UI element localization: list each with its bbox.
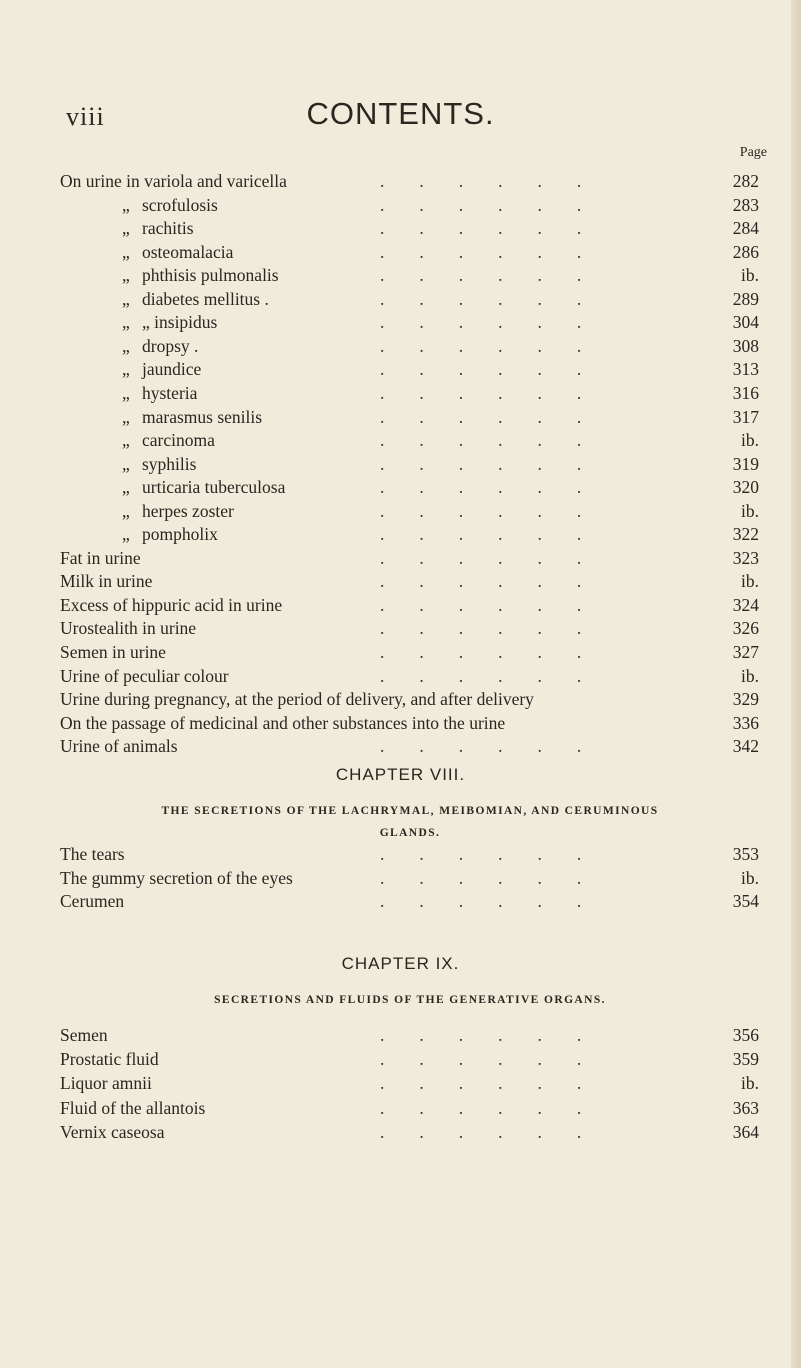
toc-entry-page: 356 <box>732 1025 759 1045</box>
toc-entry-label: jaundice <box>142 359 202 380</box>
toc-entry <box>0 687 801 711</box>
toc-entry-label: On urine in variola and varicella <box>60 171 287 191</box>
leader-dots: . . . . . . <box>380 1073 582 1094</box>
ditto-mark: „ <box>122 241 130 262</box>
leader-dots: . . . . . . <box>380 500 582 521</box>
page-number: viii <box>66 102 105 131</box>
leader-dots: . . . . . . <box>380 288 582 309</box>
toc-entry-page: ib. <box>741 1073 759 1094</box>
leader-dots: . . . . . . <box>380 453 582 474</box>
leader-dots: . . . . . . <box>380 891 582 912</box>
toc-entry-label: urticaria tuberculosa <box>142 477 286 498</box>
toc-entry-label: Urine of peculiar colour <box>60 665 229 686</box>
toc-entry-page: 319 <box>732 453 759 474</box>
ditto-mark: „ <box>122 312 130 333</box>
toc-entry-page: ib. <box>741 430 759 451</box>
toc-entry <box>0 357 801 381</box>
toc-entry-page: ib. <box>741 571 759 592</box>
toc-entry-label: diabetes mellitus . <box>142 288 269 309</box>
toc-entry-label: marasmus senilis <box>142 406 263 427</box>
leader-dots: . . . . . . <box>380 594 582 615</box>
toc-entry-page: 359 <box>732 1049 759 1070</box>
chapter-9-subtitle <box>60 989 760 1011</box>
toc-entry <box>0 889 801 913</box>
leader-dots: . . . . . . <box>380 477 582 498</box>
toc-entry <box>0 263 801 287</box>
ditto-mark: „ <box>122 477 130 498</box>
toc-entry-label: The tears <box>60 844 125 864</box>
ditto-mark: „ <box>122 194 130 215</box>
leader-dots: . . . . . . <box>380 312 582 333</box>
toc-entry <box>0 842 801 866</box>
toc-entry-label: hysteria <box>142 382 198 403</box>
leader-dots: . . . . . . <box>380 1097 582 1118</box>
leader-dots: . . . . . . <box>380 844 582 864</box>
ditto-mark: „ <box>122 500 130 521</box>
leader-dots: . . . . . . <box>380 359 582 380</box>
toc-entry <box>0 310 801 334</box>
page-title: CONTENTS. <box>306 96 495 131</box>
toc-entry-page: 286 <box>732 241 759 262</box>
leader-dots: . . . . . . <box>380 1121 582 1142</box>
toc-entry-page: ib. <box>741 500 759 521</box>
toc-entry <box>0 569 801 593</box>
toc-entry-label: Excess of hippuric acid in urine <box>60 594 283 615</box>
toc-entry-page: 323 <box>732 547 759 568</box>
toc-entry <box>0 1120 801 1144</box>
toc-entry-label: Urine during pregnancy, at the period of delivery, and after delivery <box>60 689 534 710</box>
toc-entry-label: Semen in urine <box>60 642 166 662</box>
toc-entry-page: ib. <box>741 867 759 888</box>
leader-dots: . . . . . . <box>380 524 582 545</box>
leader-dots: . . . . . . <box>380 171 582 191</box>
toc-entry <box>0 452 801 476</box>
leader-dots: . . . . . . <box>380 571 582 592</box>
ditto-mark: „ <box>122 524 130 545</box>
ditto-mark: „ <box>122 430 130 451</box>
leader-dots: . . . . . . <box>380 335 582 356</box>
chapter-8-subtitle <box>60 800 760 844</box>
toc-entry <box>0 334 801 358</box>
toc-entry-page: 289 <box>732 288 759 309</box>
toc-entry-label: „ insipidus <box>142 312 218 333</box>
leader-dots: . . . . . . <box>380 382 582 403</box>
chapter-9-subtitle-line1: SECRETIONS AND FLUIDS OF THE GENERATIVE ORGANS. <box>214 994 606 1006</box>
toc-entry-page: 336 <box>732 712 759 733</box>
toc-entry-page: ib. <box>741 665 759 686</box>
toc-entry <box>0 216 801 240</box>
leader-dots: . . . . . . <box>380 194 582 215</box>
toc-entry-label: Milk in urine <box>60 571 153 592</box>
chapter-8-subtitle-line2: GLANDS. <box>379 827 441 839</box>
toc-entry-page: 329 <box>732 689 759 710</box>
toc-entry-label: Semen <box>60 1025 108 1045</box>
leader-dots: . . . . . . <box>380 867 582 888</box>
toc-entry-page: 327 <box>732 642 759 662</box>
toc-entry <box>0 522 801 546</box>
toc-entry <box>0 616 801 640</box>
toc-entry-page: 364 <box>732 1121 759 1142</box>
toc-entry <box>0 475 801 499</box>
chapter-9-heading: CHAPTER IX. <box>341 954 460 973</box>
ditto-mark: „ <box>122 218 130 239</box>
toc-entry <box>0 1096 801 1120</box>
toc-entry <box>0 381 801 405</box>
toc-entry-page: 284 <box>732 218 759 239</box>
toc-entry-label: scrofulosis <box>142 194 218 215</box>
leader-dots: . . . . . . <box>380 218 582 239</box>
toc-entry <box>0 546 801 570</box>
toc-entry-page: 316 <box>732 382 759 403</box>
leader-dots: . . . . . . <box>380 642 582 662</box>
ditto-mark: „ <box>122 453 130 474</box>
toc-entry-label: carcinoma <box>142 430 215 451</box>
toc-entry-page: 326 <box>732 618 759 639</box>
leader-dots: . . . . . . <box>380 1025 582 1045</box>
toc-entry-page: 317 <box>732 406 759 427</box>
leader-dots: . . . . . . <box>380 736 582 757</box>
chapter-8-heading: CHAPTER VIII. <box>335 765 466 784</box>
page-header <box>0 96 801 136</box>
toc-entry-label: Vernix caseosa <box>60 1121 165 1142</box>
toc-entry <box>0 428 801 452</box>
toc-entry-page: 324 <box>732 594 759 615</box>
toc-entry <box>0 287 801 311</box>
toc-entry <box>0 711 801 735</box>
toc-entry <box>0 1023 801 1047</box>
ditto-mark: „ <box>122 335 130 356</box>
toc-entry <box>0 1047 801 1071</box>
toc-entry-page: 354 <box>732 891 759 912</box>
toc-entry-label: Fluid of the allantois <box>60 1097 206 1118</box>
leader-dots: . . . . . . <box>380 406 582 427</box>
leader-dots: . . . . . . <box>380 547 582 568</box>
toc-entry-label: On the passage of medicinal and other substances into the urine <box>60 712 506 733</box>
toc-entry-label: herpes zoster <box>142 500 234 521</box>
toc-entry <box>0 169 801 193</box>
toc-entry-label: Urostealith in urine <box>60 618 197 639</box>
toc-entry <box>0 405 801 429</box>
toc-entry-page: 282 <box>732 171 759 191</box>
toc-entry-label: Liquor amnii <box>60 1073 152 1094</box>
toc-entry <box>0 593 801 617</box>
toc-entry-page: 322 <box>732 524 759 545</box>
leader-dots: . . . . . . <box>380 265 582 286</box>
toc-entry <box>0 240 801 264</box>
toc-entry-page: 304 <box>732 312 759 333</box>
toc-entry-label: The gummy secretion of the eyes <box>60 867 293 888</box>
toc-entry <box>0 193 801 217</box>
toc-entry <box>0 1071 801 1095</box>
ditto-mark: „ <box>122 382 130 403</box>
toc-entry-label: pompholix <box>142 524 218 545</box>
toc-entry-label: dropsy . <box>142 335 199 356</box>
toc-entry-label: phthisis pulmonalis <box>142 265 279 286</box>
page-column-label: Page <box>739 145 767 160</box>
leader-dots: . . . . . . <box>380 665 582 686</box>
toc-entry-label: Prostatic fluid <box>60 1049 159 1070</box>
toc-entry-page: 320 <box>732 477 759 498</box>
toc-entry-page: 342 <box>732 736 759 757</box>
leader-dots: . . . . . . <box>380 618 582 639</box>
toc-entry <box>0 640 801 664</box>
toc-entry-label: osteomalacia <box>142 241 234 262</box>
toc-entry <box>0 499 801 523</box>
ditto-mark: „ <box>122 359 130 380</box>
toc-entry-label: Cerumen <box>60 891 125 912</box>
toc-entry-label: syphilis <box>142 453 197 474</box>
toc-entry-page: 353 <box>732 844 759 864</box>
toc-entry-page: 363 <box>732 1097 759 1118</box>
toc-entry <box>0 734 801 758</box>
toc-entry-page: 308 <box>732 335 759 356</box>
toc-entry-label: rachitis <box>142 218 194 239</box>
ditto-mark: „ <box>122 406 130 427</box>
toc-entry-label: Fat in urine <box>60 547 141 568</box>
leader-dots: . . . . . . <box>380 1049 582 1070</box>
leader-dots: . . . . . . <box>380 241 582 262</box>
ditto-mark: „ <box>122 288 130 309</box>
toc-entry-page: ib. <box>741 265 759 286</box>
toc-entry-page: 313 <box>732 359 759 380</box>
ditto-mark: „ <box>122 265 130 286</box>
toc-entry <box>0 866 801 890</box>
toc-entry-page: 283 <box>732 194 759 215</box>
toc-entry-label: Urine of animals <box>60 736 178 757</box>
toc-entry <box>0 664 801 688</box>
chapter-8-subtitle-line1: THE SECRETIONS OF THE LACHRYMAL, MEIBOMIAN, AND CERUMINOUS <box>161 805 659 817</box>
leader-dots: . . . . . . <box>380 430 582 451</box>
